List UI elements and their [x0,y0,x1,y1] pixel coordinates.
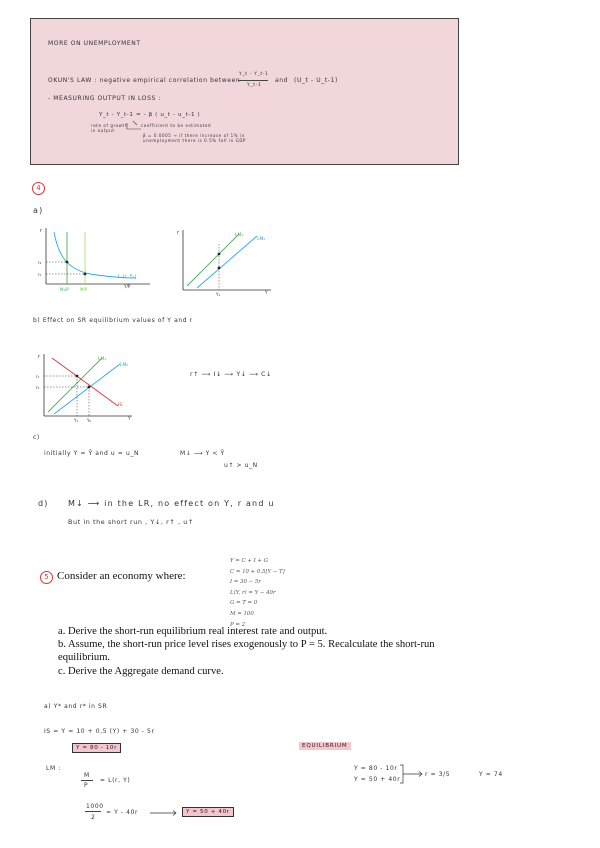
g3-y0: Y₀ [87,418,92,423]
equation: I = 30 − 5r [230,579,261,586]
lm-old-curve [197,236,257,288]
okun-label: OKUN'S LAW : negative empirical correlation between [48,77,241,84]
g1-y-axis: r [40,228,43,234]
g2-x-axis: Y [265,290,268,295]
equation: M = 100 [230,610,254,617]
part-a-label: a) [33,206,44,215]
okun-numerator: Y_t - Y_t-1 [239,72,269,77]
is-lm-graph [32,350,142,430]
part-b-label: b) Effect on SR equilibrium values of Y and r [33,317,193,324]
note-growth: rate of growth in output [91,123,128,133]
lm-frac-num: M [84,772,90,779]
g3-y1: Y₁ [74,418,79,423]
g3-is-label: IS [118,403,123,408]
lost-output: - MEASURING OUTPUT IN LOSS : [48,95,162,102]
equation: C = 10 + 0.5[Y − T] [230,568,285,575]
part-c-chain: M↓ ⟶ Y < Ȳ [180,450,225,457]
is-result-box: Y = 80 - 10r [72,743,121,753]
okun-and: and [275,77,289,84]
is-derivation: IS = Y = 10 + 0,5 (Y) + 30 - 5r [44,728,155,735]
lm-result-box: Y = 50 + 40r [182,807,234,817]
okun-denominator: Y_t-1 [247,83,262,88]
g2-lm-new: LM₁ [235,233,244,238]
okun-formula: Y_t - Y_t-1 = - β ( u_t - u_t-1 ) [99,112,201,118]
notes-box [30,18,459,165]
part-d-line1: M↓ ⟶ in the LR, no effect on Y, r and u [68,499,275,508]
g1-r1: r₁ [38,272,42,277]
g1-curve-label: L (r, Y₁) [118,274,137,280]
lm-label: LM : [46,765,61,772]
g1-x-axis: Y/P [124,284,131,289]
result-r: r = 3/5 [425,771,451,778]
q5-task-c: c. Derive the Aggregate demand curve. [58,666,224,677]
g3-r0: r₀ [36,385,40,390]
g1-m1-label: M₁/P [60,287,69,292]
equilibrium-label: EQUILIBRIUM [299,742,351,750]
equation: P = 2 [230,621,246,628]
part-c-label: c) [33,434,40,441]
lm-rhs: = L(r, Y) [100,777,131,784]
equation: Y = C + I + G [230,558,268,564]
g3-lm-old [54,364,123,414]
q5-task-a: a. Derive the short-run equilibrium real interest rate and output. [58,626,328,637]
frac-bar [85,811,101,812]
g2-y-tick: Y₁ [216,292,221,297]
g2-y-axis: r [177,230,180,236]
lm-shift-graph [175,226,285,301]
note-arrows [123,117,183,137]
g3-x-axis: Y [128,416,131,421]
q5-equations [230,556,285,630]
q5-task-b: b. Assume, the short-run price level rises exogenously to P = 5. Recalculate the short-run [58,639,435,650]
question-5-marker: 5 [40,571,53,584]
okun-fraction-bar [238,80,268,81]
part-d-line2: But in the short run , Y↓, r↑ , u↑ [68,518,194,526]
okun-pair: (U_t - U_t-1) [294,77,338,84]
question-4-marker: 4 [32,182,45,195]
frac-den: 2 [91,814,96,821]
money-demand-curve [54,232,136,278]
frac-rhs: = Y - 40r [106,809,139,816]
g3-r1: r₁ [36,374,40,379]
q5-intro: Consider an economy where: [57,570,186,582]
chain-reaction: r↑ ⟶ I↓ ⟶ Y↓ ⟶ C↓ [190,371,272,378]
g1-r2: r₂ [38,260,42,265]
q5-task-b-cont: equilibrium. [58,652,111,663]
g3-lm-old-label: LM₀ [120,363,129,368]
money-market-graph [30,224,160,294]
note-coefficient: coefficient to be estimated [141,123,212,128]
lm-arrow [150,809,180,817]
g3-y-axis: r [38,354,41,360]
g3-lm-new-label: LM₁ [98,357,107,362]
equilibrium-point-1 [66,261,69,264]
part-d-label: d) [38,499,49,508]
solution-heading: a) Y* and r* in SR [44,703,108,710]
g1-m2-label: M/P [80,287,88,292]
part-c-chain2: u↑ > u_N [224,462,258,469]
lm-frac-bar [81,780,93,781]
equation: G = T = 0 [230,600,258,607]
g3-is-curve [52,358,118,406]
system-eq-1: Y = 80 - 10r [354,765,398,772]
equation: L(Y, r) = Y − 40r [230,589,276,596]
lm-new-curve [187,234,239,286]
g3-lm-new [48,358,102,412]
note-beta: β = 0.0005 → if there increase of 1% in unemployment there is 0.5% fall in GDP [143,133,247,143]
system-eq-2: Y = 50 + 40r [354,776,401,783]
result-y: Y = 74 [479,771,503,778]
lm-frac-den: P [84,782,89,789]
part-c-text: initially Y = Ȳ and u = u_N [44,450,140,457]
frac-num: 1000 [86,803,104,810]
g2-lm-old: LM₀ [257,237,266,242]
equilibrium-point-0 [84,273,87,276]
notes-title: MORE ON UNEMPLOYMENT [48,40,141,47]
